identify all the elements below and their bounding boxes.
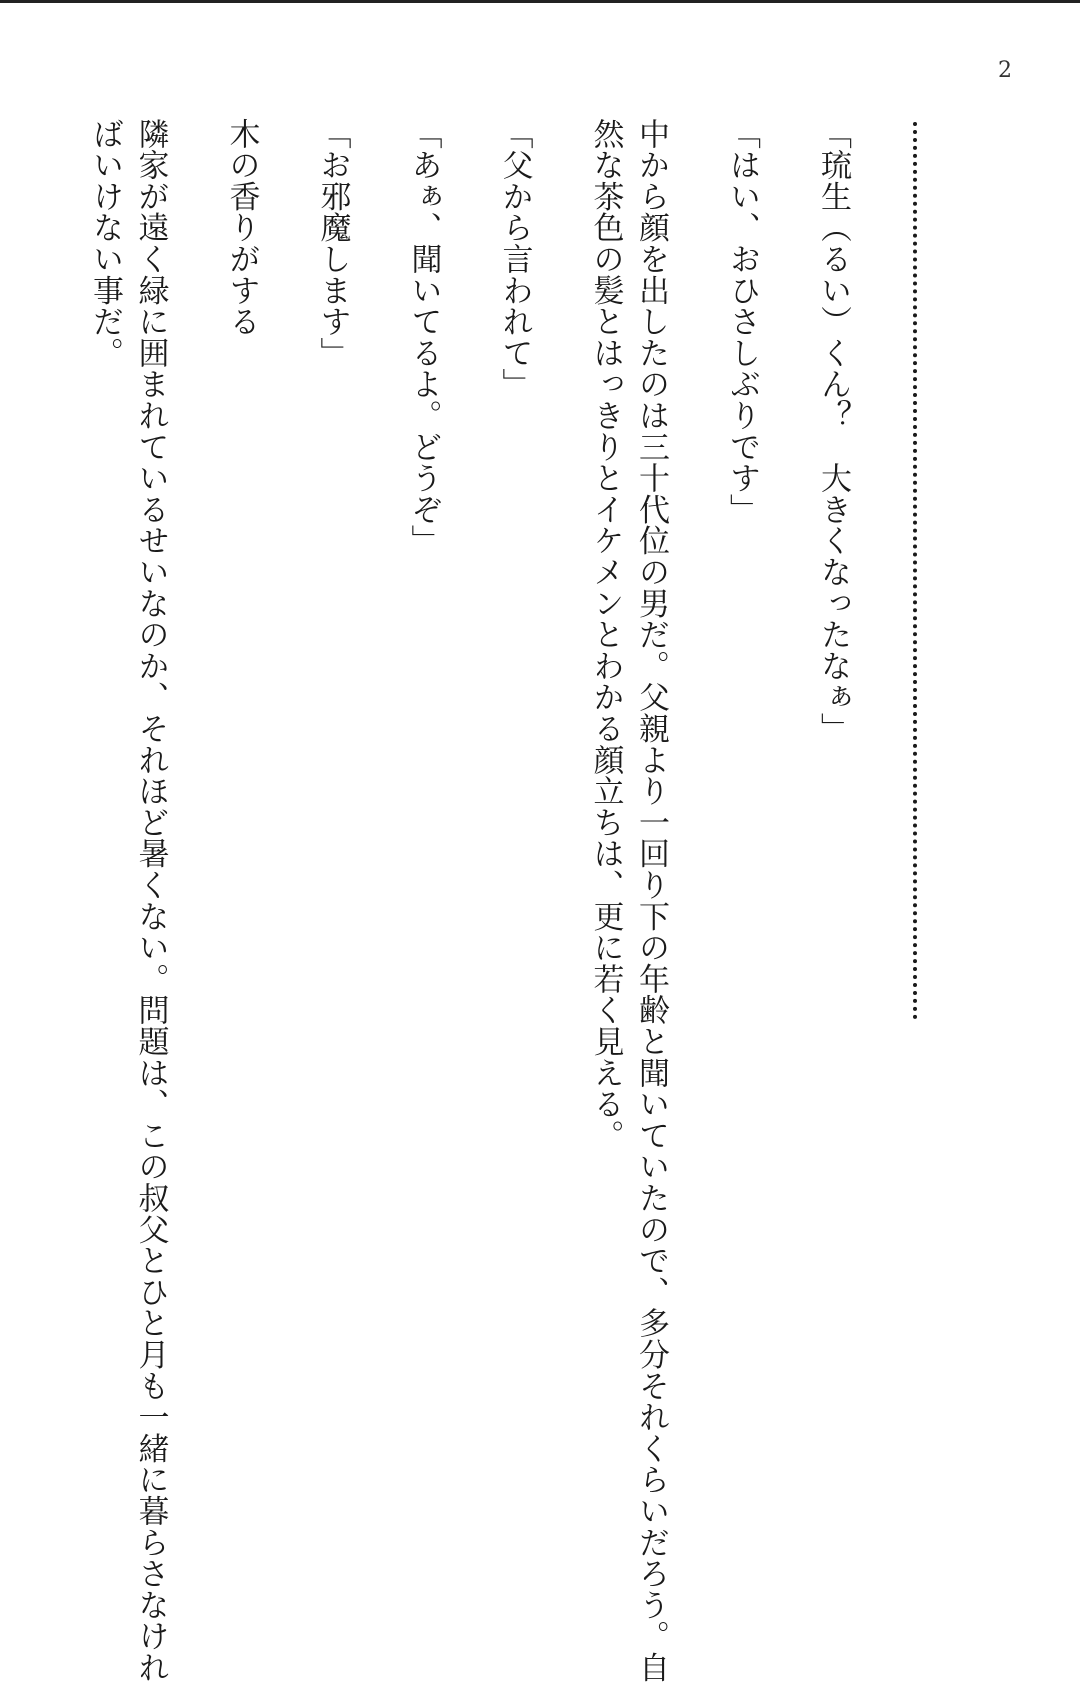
page-number: 2 <box>998 58 1012 83</box>
narration-line: ばいけない事だ。 <box>87 118 123 369</box>
blank-line <box>355 118 401 1418</box>
narration-line: 木の香りがする <box>223 118 260 338</box>
blank-line <box>264 118 310 1418</box>
section-divider <box>913 122 917 1020</box>
dialogue-line: 「あぁ、聞いてるよ。どうぞ」 <box>405 118 442 557</box>
vertical-text-body <box>82 118 856 1683</box>
blank-line <box>173 118 219 1418</box>
blank-line <box>673 118 719 1418</box>
blank-line <box>446 118 492 1418</box>
top-border-line <box>0 0 1080 3</box>
dialogue-line: 「父から言われて」 <box>496 118 533 400</box>
blank-line <box>764 118 810 1418</box>
blank-line <box>537 118 583 1418</box>
narration-line: 中から顔を出したのは三十代位の男だ。父親より一回り下の年齢と聞いていたので、多分それくらいだろう。自 <box>633 118 669 1683</box>
narration-line: 然な茶色の髪とはっきりとイケメンとわかる顔立ちは、更に若く見える。 <box>587 118 624 1151</box>
dialogue-line: 「お邪魔します」 <box>314 118 351 369</box>
narration-line: 隣家が遠く緑に囲まれているせいなのか、それほど暑くない。問題は、この叔父とひと月も一緒に暮らさなけれ <box>132 118 169 1683</box>
dialogue-line: 「はい、おひさしぶりです」 <box>724 118 760 525</box>
dialogue-line: 「琉生（るい）くん？ 大きくなったなぁ」 <box>815 118 851 744</box>
